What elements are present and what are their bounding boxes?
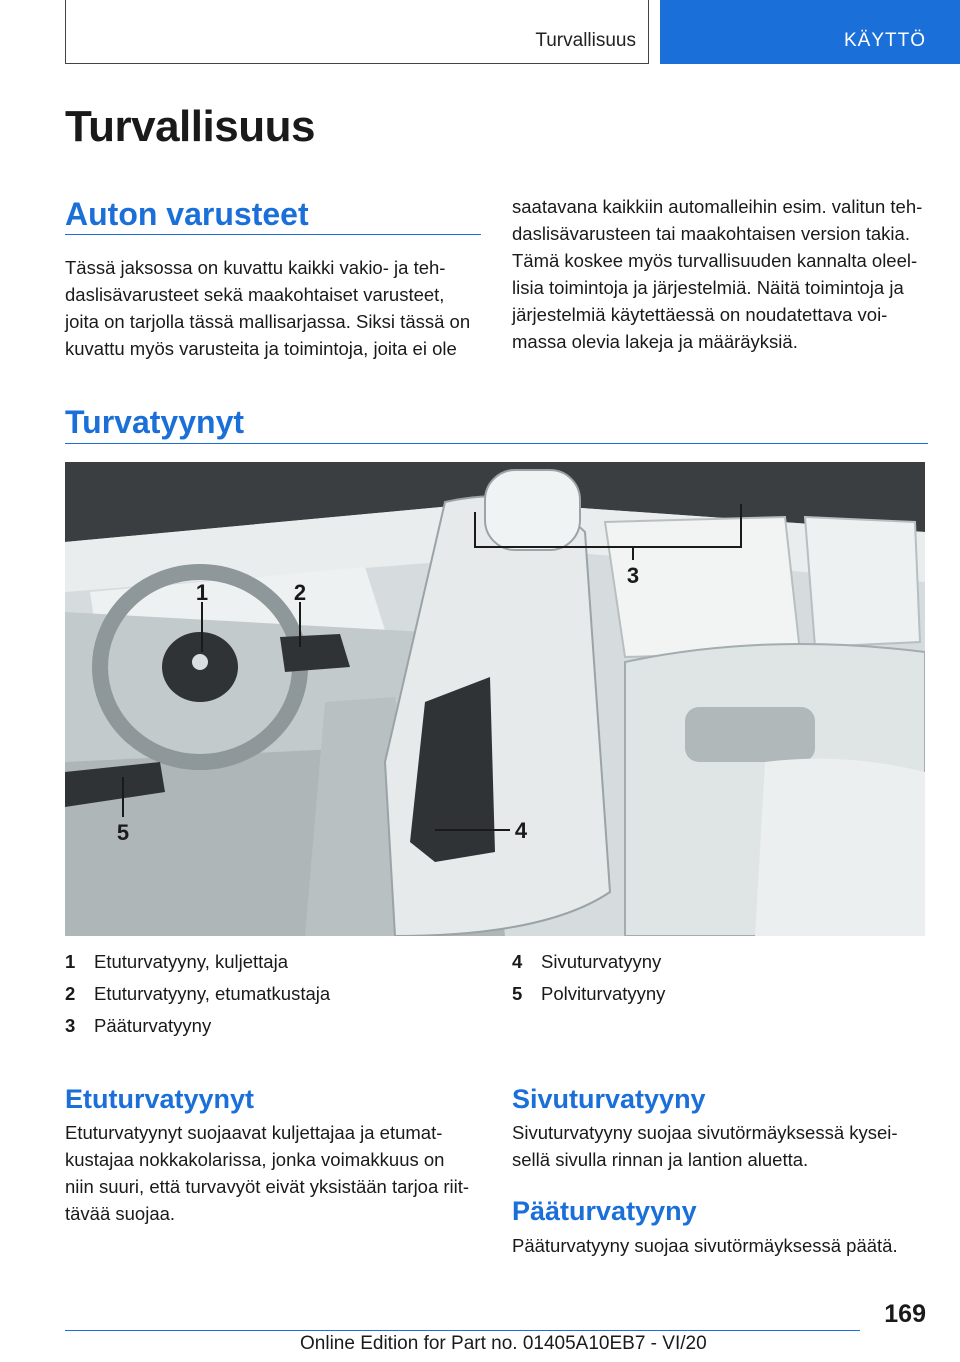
car-interior-illustration — [65, 462, 925, 936]
equipment-paragraph-part2 — [512, 193, 922, 355]
head-airbag-paragraph — [512, 1232, 898, 1259]
header-section-box — [65, 0, 649, 64]
section-rule-airbags — [65, 443, 928, 444]
legend-label: Sivuturvatyyny — [541, 951, 662, 972]
car-interior-airbag-figure — [65, 462, 925, 936]
legend-item — [65, 951, 465, 983]
text-line: kuvattu myös varusteita ja toimintoja, joita ei ole — [65, 338, 457, 359]
text-line: Etuturvatyynyt suojaavat kuljettajaa ja etumat- — [65, 1122, 443, 1143]
legend-number: 3 — [65, 1015, 76, 1036]
legend-label: Polviturvatyyny — [541, 983, 666, 1004]
text-line: lisia toimintoja ja järjestelmiä. Näitä toimintoja ja — [512, 277, 904, 298]
text-line: tävää suojaa. — [65, 1203, 176, 1224]
legend-number: 2 — [65, 983, 76, 1004]
callout-2: 2 — [293, 580, 307, 605]
legend-item — [65, 983, 465, 1015]
text-line: Sivuturvatyyny suojaa sivutörmäyksessä kysei- — [512, 1122, 898, 1143]
equipment-paragraph-part1 — [65, 254, 470, 362]
text-line: daslisävarusteen tai maakohtaisen version takia. — [512, 223, 910, 244]
legend-number: 1 — [65, 951, 76, 972]
text-line: järjestelmiä käytettäessä on noudatettava voi- — [512, 304, 888, 325]
subheading-head-airbag: Pääturvatyyny — [512, 1196, 697, 1226]
section-heading-airbags: Turvatyynyt — [65, 404, 245, 440]
legend-label: Etuturvatyyny, kuljettaja — [94, 951, 288, 972]
figure-legend-left — [65, 951, 465, 1047]
subheading-front-airbags: Etuturvatyynyt — [65, 1084, 255, 1114]
page-title: Turvallisuus — [65, 102, 315, 151]
text-line: kustajaa nokkakolarissa, jonka voimakkuus on — [65, 1149, 445, 1170]
footer-edition-text: Online Edition for Part no. 01405A10EB7 - VI/20 — [300, 1333, 707, 1354]
text-line: saatavana kaikkiin automalleihin esim. valitun teh- — [512, 196, 923, 217]
legend-label: Pääturvatyyny — [94, 1015, 212, 1036]
page-number: 169 — [884, 1300, 926, 1328]
front-airbags-paragraph — [65, 1119, 469, 1227]
callout-5: 5 — [116, 820, 130, 845]
callout-3: 3 — [626, 563, 640, 588]
legend-number: 4 — [512, 951, 523, 972]
figure-legend-right — [512, 951, 912, 1015]
text-line: niin suuri, että turvavyöt eivät yksistään tarjoa riit- — [65, 1176, 470, 1197]
legend-item — [512, 983, 912, 1015]
section-rule-equipment — [65, 234, 481, 235]
text-line: Tässä jaksossa on kuvattu kaikki vakio- ja teh- — [65, 257, 446, 278]
legend-label: Etuturvatyyny, etumatkustaja — [94, 983, 331, 1004]
text-line: Pääturvatyyny suojaa sivutörmäyksessä päätä. — [512, 1235, 898, 1256]
text-line: joita on tarjolla tässä mallisarjassa. Siksi tässä on — [65, 311, 471, 332]
header-section-label: Turvallisuus — [535, 30, 636, 51]
legend-item — [65, 1015, 465, 1047]
header-chapter-label: KÄYTTÖ — [843, 30, 926, 51]
text-line: massa olevia lakeja ja määräyksiä. — [512, 331, 798, 352]
legend-item — [512, 951, 912, 983]
callout-4: 4 — [514, 818, 528, 843]
header-chapter-tab — [660, 0, 960, 64]
subheading-side-airbag: Sivuturvatyyny — [512, 1084, 706, 1114]
text-line: sellä sivulla rinnan ja lantion aluetta. — [512, 1149, 809, 1170]
legend-number: 5 — [512, 983, 523, 1004]
text-line: daslisävarusteet sekä maakohtaiset varusteet, — [65, 284, 445, 305]
footer-rule — [65, 1330, 860, 1331]
text-line: Tämä koskee myös turvallisuuden kannalta oleel- — [512, 250, 918, 271]
section-heading-equipment: Auton varusteet — [65, 196, 309, 232]
callout-1: 1 — [195, 580, 209, 605]
side-airbag-paragraph — [512, 1119, 898, 1173]
